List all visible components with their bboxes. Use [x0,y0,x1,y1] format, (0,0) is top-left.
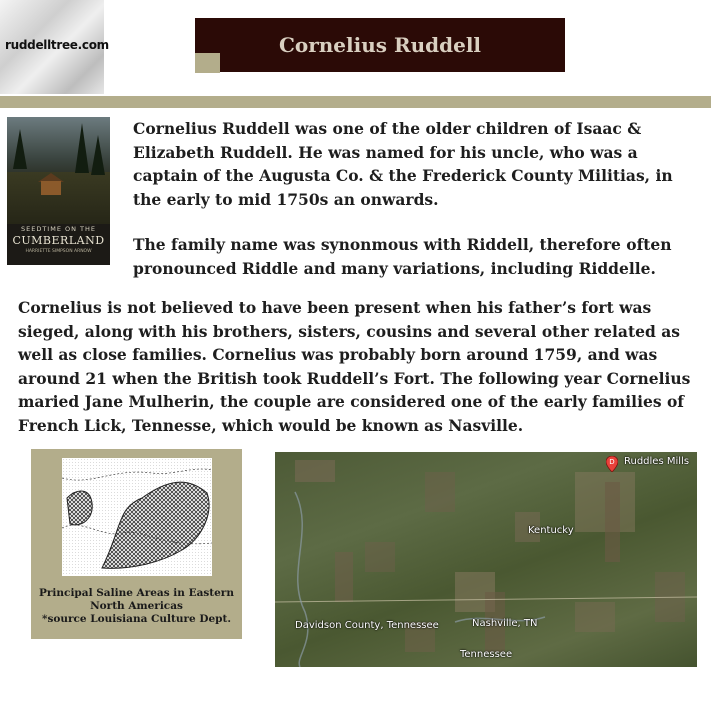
saline-map-caption [31,587,242,626]
book-author: HARRIETTE SIMPSON ARNOW [25,249,92,254]
caption-line-2: North Americas [90,600,183,612]
intro-paragraph: Cornelius Ruddell was one of the older children of Isaac & Elizabeth Ruddell. He was named for his uncle, who was a captain of the Augusta Co. & the Frederick County Militias, in the early to mid 1750s an onwards. [133,119,673,209]
map-label-ruddles-mills: Ruddles Mills [624,456,690,467]
caption-line-1: Principal Saline Areas in Eastern [39,587,234,599]
logo-text: ruddelltree.com [5,38,109,52]
caption-line-3: *source Louisiana Culture Dept. [41,613,232,625]
svg-text:D: D [609,458,615,466]
map-label-davidson-county: Davidson County, Tennessee [295,620,439,631]
satellite-map[interactable] [275,452,697,667]
map-pin-icon[interactable] [606,456,618,472]
history-paragraph: Cornelius is not believed to have been present when his father’s fort was sieged, along with his brothers, sisters, cousins and several other related as well as close families. Cornelius was probably born around 1759, and was around 21 when the British took Ruddell’s Fort. The following year Cornelius maried Jane Mulherin, the couple are considered one of the early families of French Lick, Tennesse, which would be known as Nasville. [18,298,691,435]
header-divider [0,96,711,108]
book-subtitle: SEEDTIME ON THE [20,225,97,233]
page-title: Cornelius Ruddell [278,33,482,57]
map-label-nashville: Nashville, TN [472,618,538,629]
family-name-paragraph: The family name was synonmous with Riddell, therefore often pronounced Riddle and many variations, including Riddelle. [133,235,672,278]
book-title: CUMBERLAND [12,234,105,247]
map-label-tennessee: Tennessee [460,649,513,660]
book-cover-image [7,117,110,265]
site-logo[interactable] [0,0,109,94]
saline-map-image [62,458,212,576]
saline-areas-figure [31,449,242,639]
map-label-kentucky: Kentucky [528,525,574,536]
